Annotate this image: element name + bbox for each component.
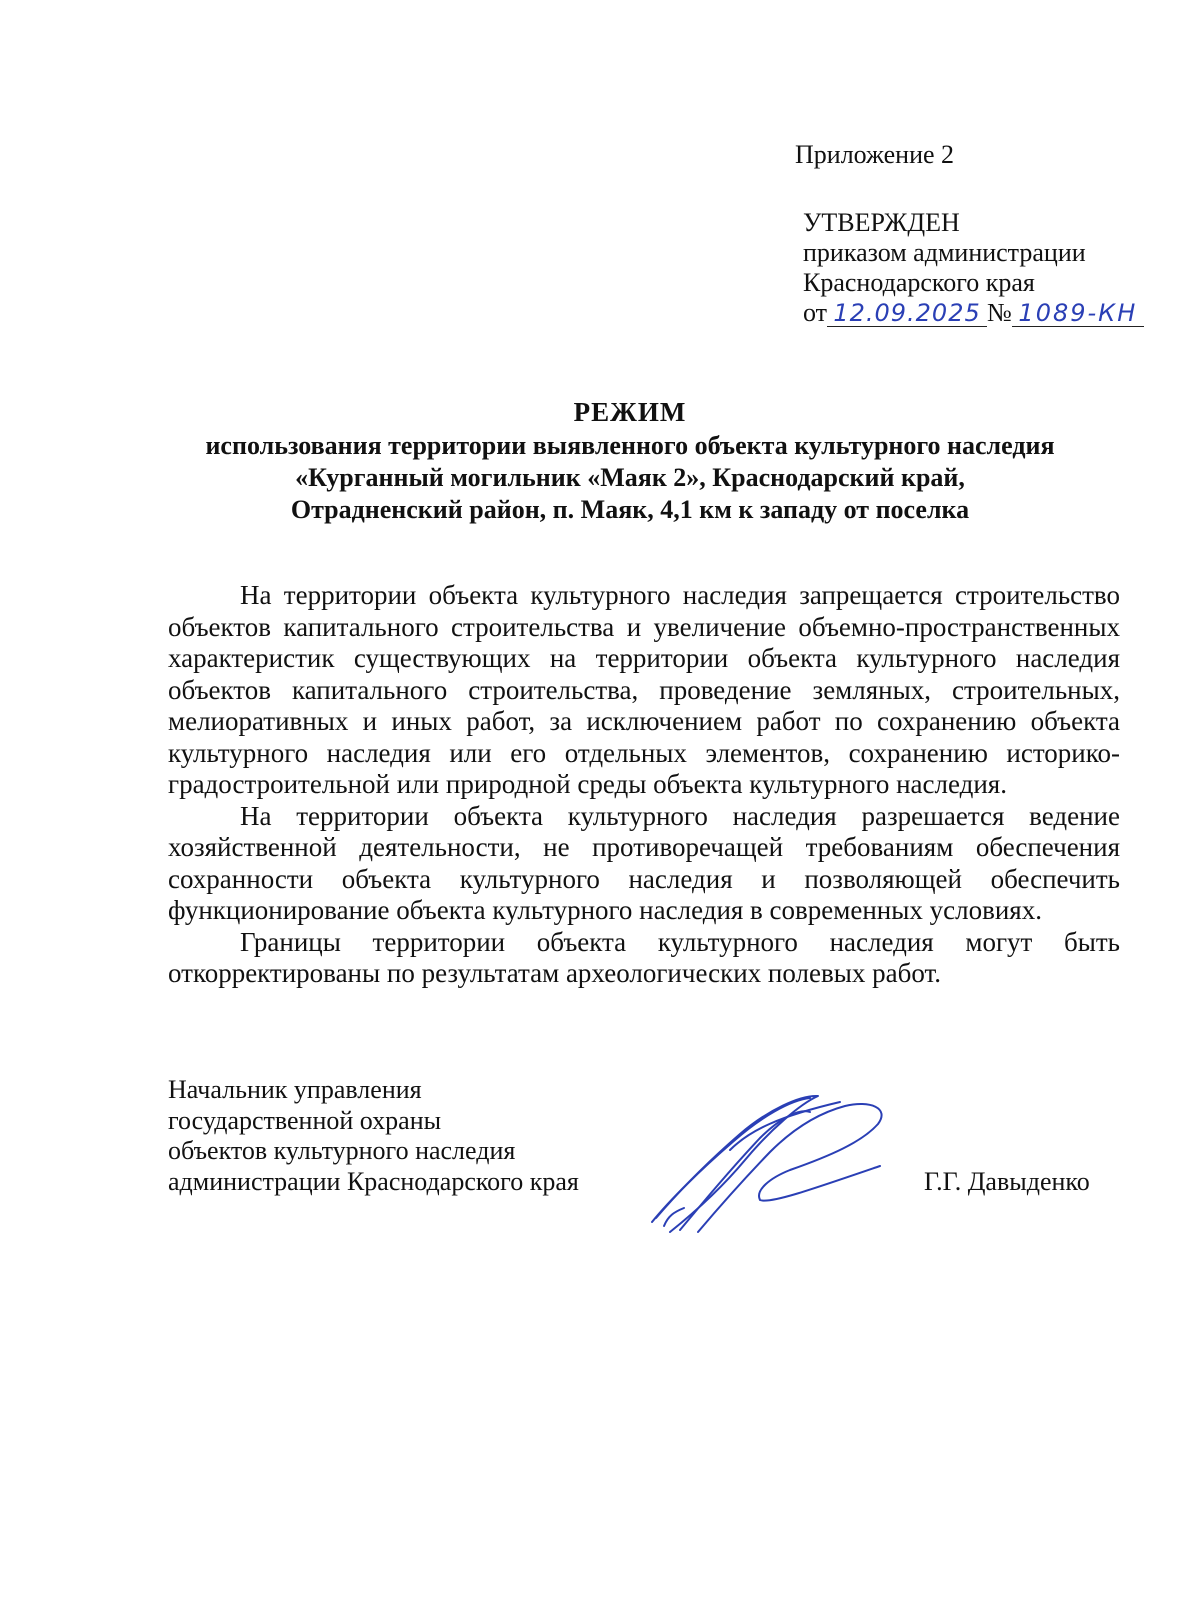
signer-position-line-3: объектов культурного наследия [168,1136,516,1165]
handwritten-date: 12.09.2025 [827,300,987,327]
approved-by-line-1: приказом администрации [803,238,1086,267]
order-date-number-line [803,298,1144,328]
handwritten-order-number: 1089-КН [1012,300,1144,327]
title-line-3: Отрадненский район, п. Маяк, 4,1 км к западу от поселка [290,495,970,524]
handwritten-signature [640,1090,920,1240]
number-prefix: № [987,298,1012,327]
signer-position-line-2: государственной охраны [168,1105,442,1135]
title-line-1: использования территории выявленного объекта культурного наследия [205,431,1055,460]
document-title: РЕЖИМ [573,397,687,427]
approval-stamp [803,208,1144,328]
approved-by-line-2: Краснодарского края [803,268,1035,297]
signer-name: Г.Г. Давыденко [924,1167,1090,1196]
body-paragraph-2: На территории объекта культурного наследия разрешается ведение хозяйственной деятельности, не противоречащей требованиям обеспечения сохранности объекта культурного наследия и позволяющей обеспечить функционирование объекта культурного наследия в современных условиях. [168,800,1120,925]
appendix-label: Приложение 2 [795,140,955,169]
body-paragraph-3: Границы территории объекта культурного наследия могут быть откорректированы по результатам археологических полевых работ. [168,926,1120,988]
body-paragraph-1: На территории объекта культурного наследия запрещается строительство объектов капитального строительства и увеличение объемно-пространственных характеристик существующих на территории объекта культурного наследия объектов капитального строительства, проведение земляных, строительных, мелиоративных и иных работ, за исключением работ по сохранению объекта культурного наследия или его отдельных элементов, сохранению историко-градостроительной или природной среды объекта культурного наследия. [168,580,1120,799]
signer-position-line-4: администрации Краснодарского края [168,1166,579,1196]
document-title-block [130,396,1130,526]
date-prefix: от [803,298,828,327]
title-line-2: «Курганный могильник «Маяк 2», Краснодарский край, [295,463,965,492]
signer-position-line-1: Начальник управления [168,1075,422,1104]
approved-label: УТВЕРЖДЕН [803,208,960,237]
signer-position [168,1075,579,1197]
document-body [168,580,1120,990]
